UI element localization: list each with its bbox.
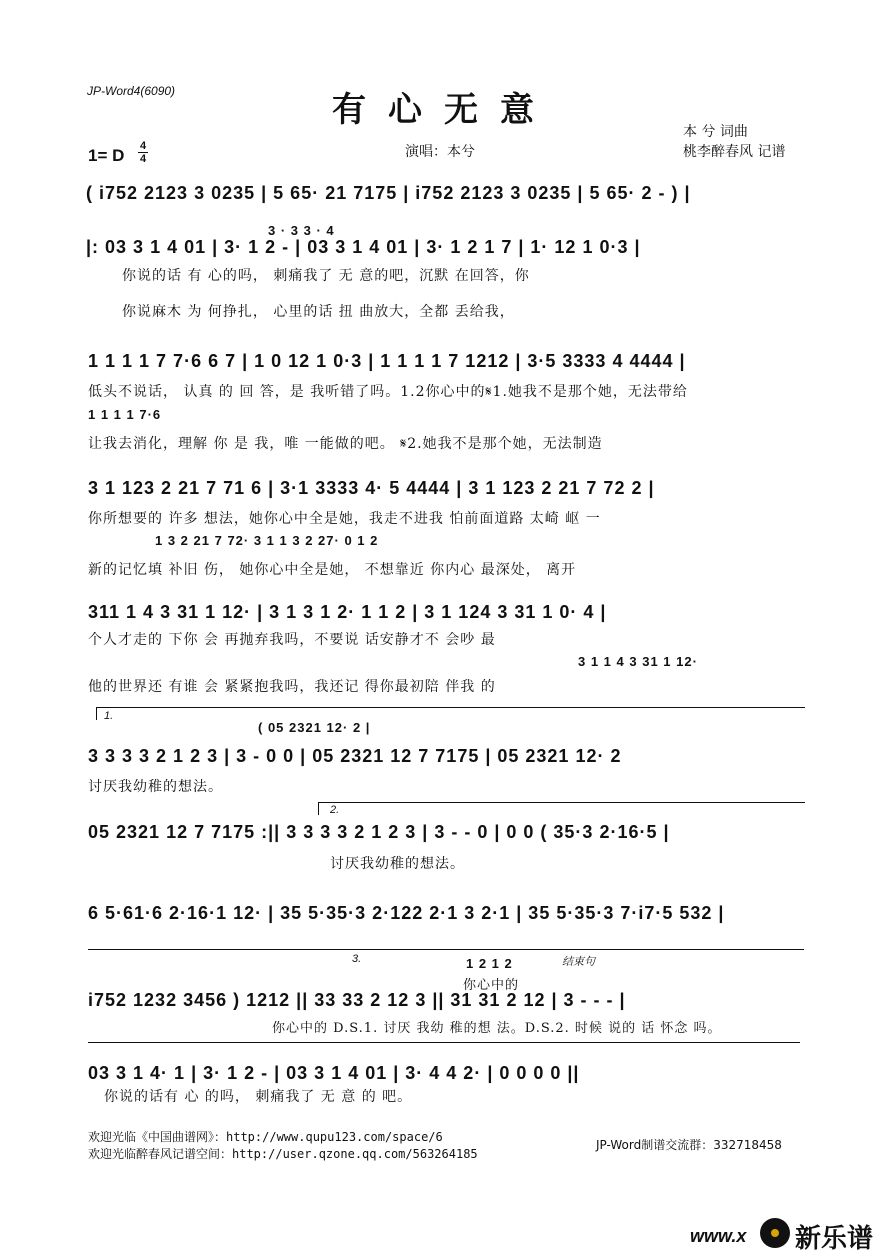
notation-line: 311 1 4 3 31 1 12· | 3 1 3 1 2· 1 1 2 | 3 1 124 3 31 1 0· 4 | <box>88 602 607 622</box>
lyric-verse-1: 你说的话有 心 的吗， 刺痛我了 无 意 的 吧。 <box>104 1089 413 1105</box>
lyric-verse-1: 个人才走的 下你 会 再抛弃我吗，不要说 话安静才不 会吵 最 <box>88 632 496 648</box>
upper-notation: 1 3 2 21 7 72· 3 1 1 3 2 27· 0 1 2 <box>155 533 379 548</box>
time-signature <box>138 141 148 164</box>
record-disc-icon <box>760 1218 790 1248</box>
lyric-verse-2: 他的世界还 有谁 会 紧紧抱我吗，我还记 得你最初陪 伴我 的 <box>88 679 496 695</box>
upper-notation: ( 05 2321 12· 2 | <box>258 720 371 735</box>
site-url[interactable]: www.x <box>690 1226 747 1246</box>
group-number: JP-Word制谱交流群：332718458 <box>596 1138 782 1152</box>
composer-credit: 本 兮 词曲 <box>683 124 748 140</box>
coda-label: 结束句 <box>562 956 595 968</box>
lyric-verse-2: 新的记忆填 补旧 伤， 她你心中全是她， 不想靠近 你内心 最深处， 离开 <box>88 562 577 578</box>
ending-bracket-2 <box>318 802 805 815</box>
lyric-verse-2: 让我去消化，理解 你 是 我，唯 一能做的吧。 𝄋2.她我不是那个她，无法制造 <box>88 436 603 452</box>
ending-number-1: 1. <box>104 710 114 722</box>
notation-line: 03 3 1 4· 1 | 3· 1 2 - | 03 3 1 4 01 | 3· 4 4 2· | 0 0 0 0 || <box>88 1063 580 1083</box>
transcriber-credit: 桃李醉春风 记谱 <box>683 144 786 160</box>
lyric-verse-1: 讨厌我幼稚的想法。 <box>330 856 465 872</box>
ending-number-2: 2. <box>330 804 340 816</box>
upper-notation: 1 1 1 1 7·6 <box>88 407 162 422</box>
time-signature-top: 4 <box>139 140 147 152</box>
notation-line: |: 03 3 1 4 01 | 3· 1 2 - | 03 3 1 4 01 | 3· 1 2 1 7 | 1· 12 1 0·3 | <box>86 237 641 257</box>
upper-notation: 3 · 3 3 · 4 <box>268 223 335 238</box>
notation-line: 3 3 3 3 2 1 2 3 | 3 - 0 0 | 05 2321 12 7 7175 | 05 2321 12· 2 <box>88 746 622 766</box>
key-signature: 1= D <box>88 146 125 165</box>
notation-line: i752 1232 3456 ) 1212 || 33 33 2 12 3 || 31 31 2 12 | 3 - - - | <box>88 990 626 1010</box>
upper-notation: 3 1 1 4 3 31 1 12· <box>578 654 698 669</box>
ending-number-3: 3. <box>352 953 362 965</box>
upper-lyric: 你心中的 <box>463 978 520 993</box>
upper-notation: 1 2 1 2 <box>466 956 513 971</box>
footer-link-1[interactable]: 欢迎光临《中国曲谱网》：http://www.qupu123.com/space/6 <box>88 1130 443 1144</box>
notation-line: 6 5·61·6 2·16·1 12· | 35 5·35·3 2·122 2·1 3 2·1 | 35 5·35·3 7·i7·5 532 | <box>88 903 725 923</box>
final-rule <box>88 1042 800 1043</box>
site-logo-name: 新乐谱 <box>795 1224 874 1254</box>
lyric-verse-2: 你说麻木 为 何挣扎， 心里的话 扭 曲放大，全都 丢给我， <box>122 304 515 320</box>
notation-line: 1 1 1 1 7 7·6 6 7 | 1 0 12 1 0·3 | 1 1 1 1 7 1212 | 3·5 3333 4 4444 | <box>88 351 686 371</box>
lyric-verse-1: 你心中的 D.S.1. 讨厌 我幼 稚的想 法。D.S.2. 时候 说的 话 怀念 吗。 <box>272 1021 722 1036</box>
software-label: JP-Word4(6090) <box>87 84 176 98</box>
notation-line: 05 2321 12 7 7175 :|| 3 3 3 3 2 1 2 3 | 3 - - 0 | 0 0 ( 35·3 2·16·5 | <box>88 822 670 842</box>
song-title: 有心无意 <box>332 90 556 130</box>
ending-rule <box>88 949 804 950</box>
footer-link-2[interactable]: 欢迎光临醉春风记谱空间：http://user.qzone.qq.com/563264185 <box>88 1147 478 1161</box>
ending-bracket-1 <box>96 707 805 720</box>
notation-line: 3 1 123 2 21 7 71 6 | 3·1 3333 4· 5 4444 | 3 1 123 2 21 7 72 2 | <box>88 478 655 498</box>
lyric-verse-1: 你说的话 有 心的吗， 刺痛我了 无 意的吧，沉默 在回答，你 <box>122 268 530 284</box>
notation-line: ( i752 2123 3 0235 | 5 65· 21 7175 | i752 2123 3 0235 | 5 65· 2 - ) | <box>86 183 691 203</box>
lyric-verse-1: 低头不说话， 认真 的 回 答，是 我听错了吗。1.2你心中的𝄋1.她我不是那个她，无法带给 <box>88 384 688 400</box>
lyric-verse-1: 讨厌我幼稚的想法。 <box>88 779 223 795</box>
time-signature-bottom: 4 <box>139 153 147 165</box>
singer-credit: 演唱：本兮 <box>405 144 475 160</box>
lyric-verse-1: 你所想要的 许多 想法，她你心中全是她，我走不进我 怕前面道路 太崎 岖 一 <box>88 511 601 527</box>
